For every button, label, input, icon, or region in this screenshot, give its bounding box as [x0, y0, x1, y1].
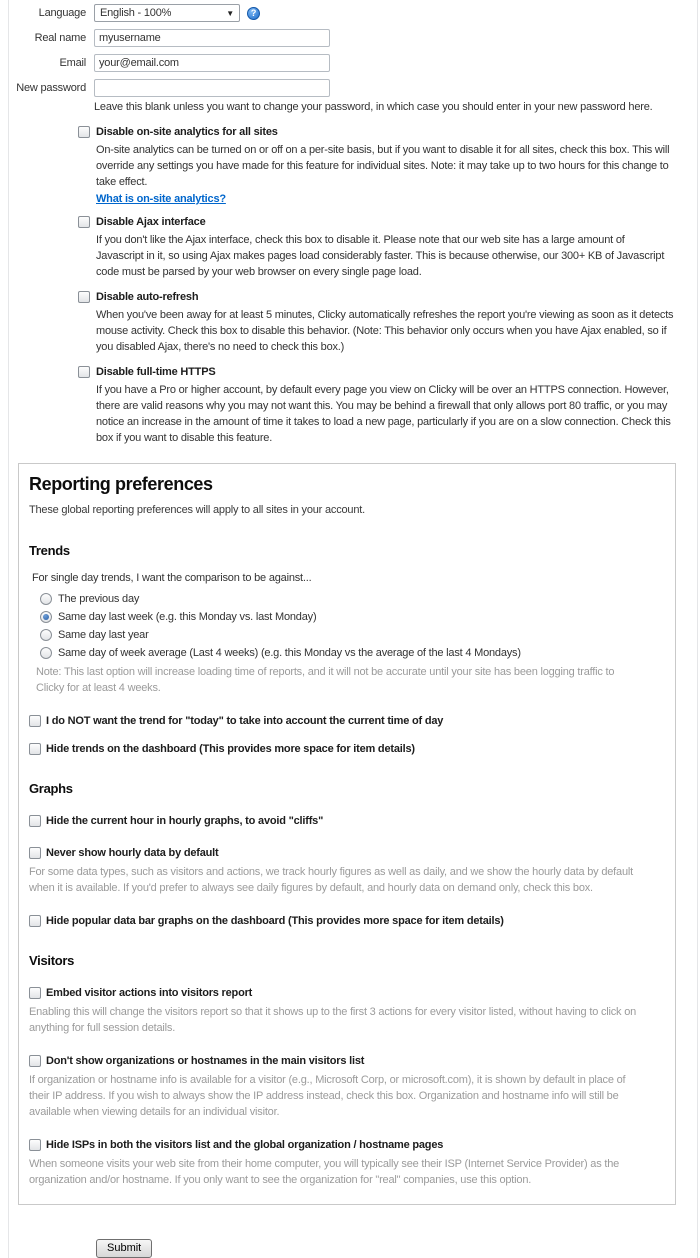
onsite-analytics-link[interactable]: What is on-site analytics? [96, 193, 226, 205]
embed-actions-note: Enabling this will change the visitors report so that it shows up to the first 3 actions for every visitor listed, without having to click on anything for full session details. [29, 1006, 637, 1034]
page-title: Reporting preferences [29, 474, 213, 494]
disable-auto-refresh-checkbox[interactable] [78, 291, 90, 303]
hide-current-hour-checkbox[interactable] [29, 815, 41, 827]
hide-organizations-checkbox[interactable] [29, 1055, 41, 1067]
hide-trends-dashboard-option: Hide trends on the dashboard (This provides more space for item details) [29, 743, 661, 756]
trend-today-option: I do NOT want the trend for "today" to take into account the current time of day [29, 715, 661, 728]
option-label: Disable Ajax interface [96, 216, 206, 228]
option-description: If you have a Pro or higher account, by default every page you view on Clicky will be over an HTTPS connection. However, there are valid reasons why you may not want this. You may be behind a firewall that only allows port 80 traffic, or you may notice an increase in the amount of time it takes to load a new page, particularly if you are on a slow connection. Check this box if you want to disable this feature. [96, 384, 671, 444]
trend-today-checkbox[interactable] [29, 715, 41, 727]
embed-actions-option: Embed visitor actions into visitors report Enabling this will change the visitors report so that it shows up to the first 3 actions for every visitor listed, without having to click on anything for full session details. [29, 987, 661, 1036]
new-password-row [9, 79, 697, 97]
email-label: Email [59, 57, 86, 69]
hide-isps-checkbox[interactable] [29, 1139, 41, 1151]
disable-https-checkbox[interactable] [78, 366, 90, 378]
option-disable-ajax [78, 216, 697, 280]
never-hourly-option: Never show hourly data by default For some data types, such as visitors and actions, we track hourly figures as well as daily, and we show the hourly data by default when it is available. If you'd prefer to always see daily figures by default, and hourly data on demand only, check this box. [29, 847, 661, 896]
real-name-input[interactable] [94, 29, 330, 47]
language-label: Language [38, 7, 86, 19]
hide-bar-graphs-checkbox[interactable] [29, 915, 41, 927]
real-name-row [9, 29, 697, 47]
trends-intro: For single day trends, I want the comparison to be against... [32, 572, 312, 584]
radio-same-day-last-year[interactable]: Same day last year [40, 628, 661, 642]
embed-actions-checkbox[interactable] [29, 987, 41, 999]
disable-onsite-analytics-checkbox[interactable] [78, 126, 90, 138]
option-label: Disable auto-refresh [96, 291, 199, 303]
radio-previous-day[interactable]: The previous day [40, 592, 661, 606]
never-hourly-note: For some data types, such as visitors and actions, we track hourly figures as well as daily, and we show the hourly data by default when it is available. If you'd prefer to always see daily figures by default, and hourly data on demand only, check this box. [29, 866, 633, 894]
option-disable-onsite-analytics [78, 126, 697, 205]
radio-button[interactable] [40, 629, 52, 641]
radio-same-day-last-week[interactable]: Same day last week (e.g. this Monday vs. last Monday) [40, 610, 661, 624]
language-row [9, 4, 697, 22]
option-label: Disable full-time HTTPS [96, 366, 216, 378]
submit-button[interactable]: Submit [96, 1239, 152, 1258]
new-password-input[interactable] [94, 79, 330, 97]
preferences-page [8, 0, 698, 1258]
email-field[interactable] [94, 54, 330, 72]
new-password-label: New password [16, 82, 86, 94]
chevron-down-icon: ▼ [226, 8, 234, 18]
graphs-heading: Graphs [29, 781, 73, 796]
radio-button[interactable] [40, 647, 52, 659]
email-row [9, 54, 697, 72]
language-select-value: English - 100% [100, 7, 172, 19]
hide-organizations-note: If organization or hostname info is available for a visitor (e.g., Microsoft Corp, or microsoft.com), it is shown by default in place of their IP address. If you wish to always show the IP address instead, check this box. Organization and hostname info will still be available when viewing details for an individual visitor. [29, 1074, 626, 1118]
real-name-label: Real name [34, 32, 86, 44]
option-description: On-site analytics can be turned on or off on a per-site basis, but if you want to disable it for all sites, check this box. This will override any settings you have made for this feature for individual sites. Note: it may take up to two hours for this change to take effect. [96, 144, 670, 188]
help-icon[interactable]: ? [247, 7, 260, 20]
account-form [9, 4, 697, 115]
option-disable-auto-refresh [78, 291, 697, 355]
new-password-note: Leave this blank unless you want to change your password, in which case you should enter in your new password here. [94, 101, 653, 113]
language-select[interactable] [94, 4, 240, 22]
never-hourly-checkbox[interactable] [29, 847, 41, 859]
radio-same-day-week-average[interactable]: Same day of week average (Last 4 weeks) (e.g. this Monday vs the average of the last 4 Mondays) [40, 646, 661, 660]
hide-isps-option: Hide ISPs in both the visitors list and the global organization / hostname pages When someone visits your web site from their home computer, you will typically see their ISP (Internet Service Provider) as the organization and/or hostname. If you only want to see the organization for "real" companies, use this option. [29, 1139, 661, 1188]
trends-note: Note: This last option will increase loading time of reports, and it will not be accurate until your site has been logging traffic to Clicky for at least 4 weeks. [36, 666, 615, 694]
hide-current-hour-option: Hide the current hour in hourly graphs, to avoid "cliffs" [29, 815, 661, 828]
option-description: If you don't like the Ajax interface, check this box to disable it. Please note that our web site has a large amount of Javascript in it, so using Ajax makes pages load considerably faster. This is because otherwise, our 300+ KB of Javascript code must be parsed by your web browser on every single page load. [96, 234, 665, 278]
option-description: When you've been away for at least 5 minutes, Clicky automatically refreshes the report you're viewing as soon as it detects mouse activity. Check this box to disable this behavior. (Note: This behavior only occurs when you have Ajax enabled, so if you disabled Ajax, there's no need to check this box.) [96, 309, 674, 353]
reporting-preferences-section [18, 463, 676, 1205]
trends-heading: Trends [29, 543, 70, 558]
radio-button[interactable] [40, 611, 52, 623]
hide-organizations-option: Don't show organizations or hostnames in the main visitors list If organization or hostname info is available for a visitor (e.g., Microsoft Corp, or microsoft.com), it is shown by default in place of their IP address. If you wish to always show the IP address instead, check this box. Organization and hostname info will still be available when viewing details for an individual visitor. [29, 1055, 661, 1120]
disable-ajax-checkbox[interactable] [78, 216, 90, 228]
trend-comparison-radio-group [40, 592, 661, 660]
option-disable-https [78, 366, 697, 446]
visitors-heading: Visitors [29, 953, 75, 968]
radio-button[interactable] [40, 593, 52, 605]
hide-trends-dashboard-checkbox[interactable] [29, 743, 41, 755]
reporting-subtitle: These global reporting preferences will apply to all sites in your account. [29, 504, 365, 516]
hide-bar-graphs-option: Hide popular data bar graphs on the dashboard (This provides more space for item details) [29, 915, 661, 928]
option-label: Disable on-site analytics for all sites [96, 126, 278, 138]
hide-isps-note: When someone visits your web site from their home computer, you will typically see their ISP (Internet Service Provider) as the organization and/or hostname. If you only want to see the organization for "real" companies, use this option. [29, 1158, 620, 1186]
